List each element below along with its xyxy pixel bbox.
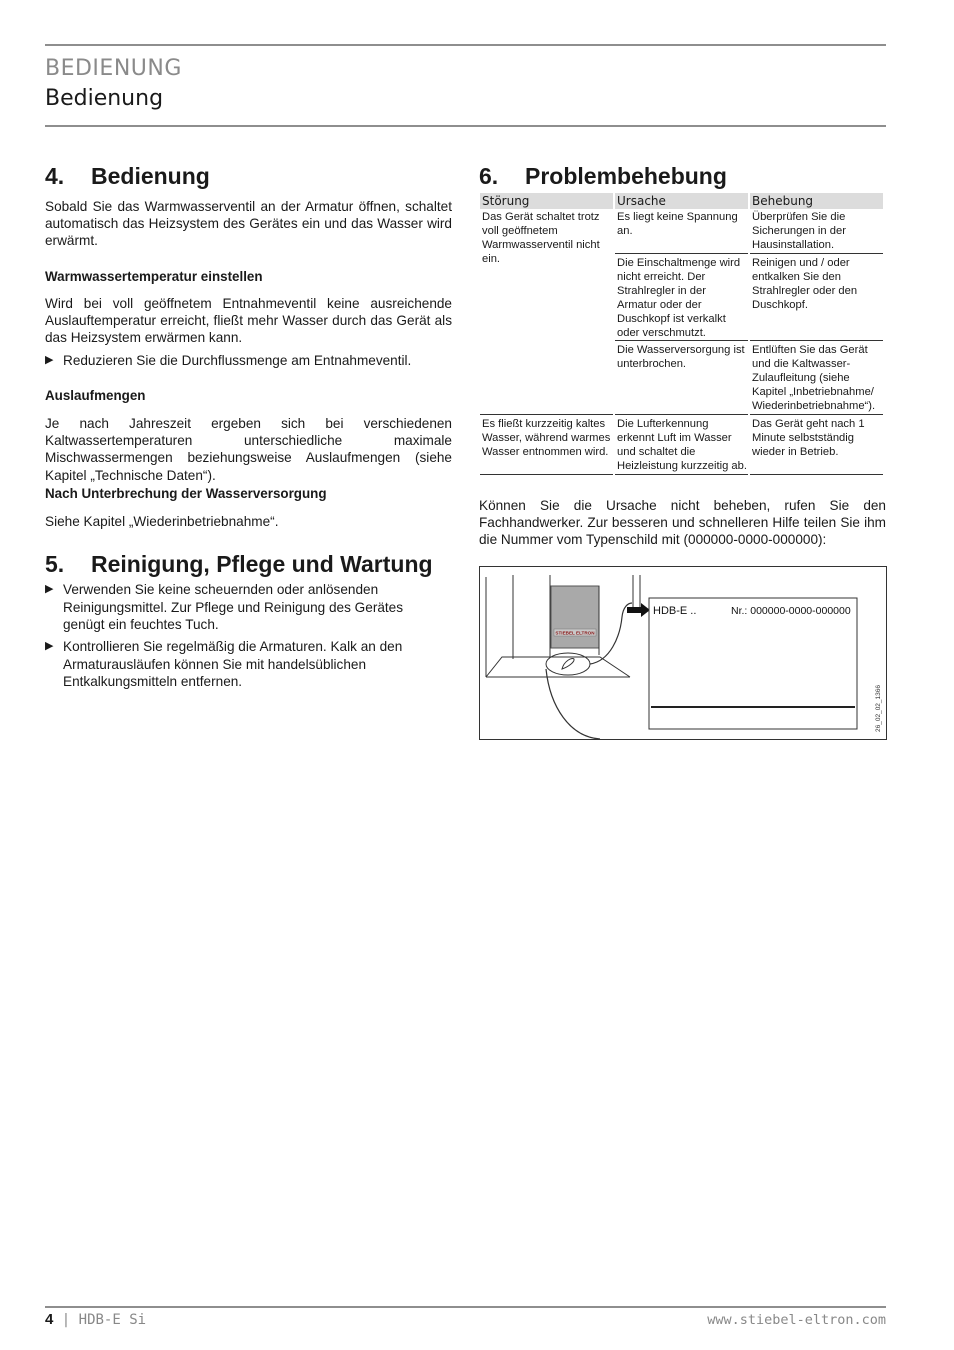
paragraph-auslaufmengen: Je nach Jahreszeit ergeben sich bei verschiedenen Kaltwassertemperaturen unterschiedliche maximale Mischwassermengen beziehungsweise Auslaufmengen (siehe Kapitel „Technische Daten“). xyxy=(45,416,452,483)
paragraph-unterbrechung: Siehe Kapitel „Wiederinbetriebnahme“. xyxy=(45,514,279,529)
table-divider xyxy=(750,474,883,475)
table-divider xyxy=(480,414,613,415)
footer-rule xyxy=(45,1306,886,1308)
footer-page-info xyxy=(45,1311,146,1328)
footer-url: www.stiebel-eltron.com xyxy=(707,1312,886,1328)
section-4-intro: Sobald Sie das Warmwasserventil an der Armatur öffnen, schaltet automatisch das Heizsystem des Gerätes ein und das Wasser wird erwärmt. xyxy=(45,199,452,249)
cell-r4-stoerung: Es fließt kurzzeitig kaltes Wasser, während warmes Wasser entnommen wird. xyxy=(482,418,611,458)
cell-r1-stoerung: Das Gerät schaltet trotz voll geöffnetem Warmwasserventil nicht ein. xyxy=(482,211,600,265)
figure-code: 26_02_02_1366 xyxy=(875,685,882,732)
cell-r1-ursache: Es liegt keine Spannung an. xyxy=(617,211,738,237)
section-5-number: 5. xyxy=(45,551,65,577)
paragraph-warmwassertemperatur: Wird bei voll geöffnetem Entnahmeventil keine ausreichende Auslauftemperatur erreicht, fließt mehr Wasser durch das Gerät als das Heizsystem erwärmen kann. xyxy=(45,296,452,346)
section-4-number: 4. xyxy=(45,163,65,189)
table-header-stoerung: Störung xyxy=(480,193,613,209)
section-5-heading xyxy=(45,551,433,578)
header-bottom-rule xyxy=(45,125,886,127)
type-plate-figure xyxy=(479,566,887,740)
section-4-title: Bedienung xyxy=(91,163,210,189)
subheading-auslaufmengen: Auslaufmengen xyxy=(45,388,146,403)
service-note: Können Sie die Ursache nicht beheben, rufen Sie den Fachhandwerker. Zur besseren und schnelleren Hilfe teilen Sie ihm die Nummer vom Typenschild mit (000000-0000-000000): xyxy=(479,498,886,548)
cell-r2-behebung: Reinigen und / oder entkalken Sie den Strahlregler oder den Duschkopf. xyxy=(752,257,858,311)
section-6-title: Problembehebung xyxy=(525,163,727,189)
bullet-armaturen xyxy=(45,638,435,692)
table-divider xyxy=(615,414,748,415)
page-number: 4 xyxy=(45,1311,54,1328)
table-divider xyxy=(750,253,883,254)
cell-r1-behebung: Überprüfen Sie die Sicherungen in der Hausinstallation. xyxy=(752,211,846,251)
section-6-heading xyxy=(479,163,727,190)
table-header-ursache: Ursache xyxy=(615,193,748,209)
section-4-heading xyxy=(45,163,210,190)
cell-r2-ursache: Die Einschaltmenge wird nicht erreicht. Der Strahlregler in der Armatur oder der Duschkopf ist verkalkt oder verschmutzt. xyxy=(617,257,741,339)
subheading-unterbrechung: Nach Unterbrechung der Wasserversorgung xyxy=(45,486,327,501)
section-6-number: 6. xyxy=(479,163,499,189)
bullet-text: Reduzieren Sie die Durchflussmenge am Entnahmeventil. xyxy=(63,353,412,368)
header-section-caps: BEDIENUNG xyxy=(45,56,182,81)
header-section-title: Bedienung xyxy=(45,86,164,111)
cell-r3-ursache: Die Wasserversorgung ist unterbrochen. xyxy=(617,344,745,370)
type-plate-model: HDB-E .. xyxy=(653,605,697,617)
bullet-triangle-icon: ▶ xyxy=(45,354,54,366)
table-divider xyxy=(615,340,748,341)
table-divider xyxy=(615,253,748,254)
bullet-durchflussmenge xyxy=(45,352,445,370)
cell-r4-ursache: Die Lufterkennung erkennt Luft im Wasser und schaltet die Heizleistung kurzzeitig ab. xyxy=(617,418,747,472)
brand-label: STIEBEL ELTRON xyxy=(555,630,595,636)
header-top-rule xyxy=(45,44,886,46)
bullet-reinigungsmittel xyxy=(45,581,435,635)
table-header-behebung: Behebung xyxy=(750,193,883,209)
bullet-triangle-icon: ▶ xyxy=(45,640,54,652)
subheading-warmwassertemperatur: Warmwassertemperatur einstellen xyxy=(45,269,263,284)
cell-r3-behebung: Entlüften Sie das Gerät und die Kaltwasser-Zulaufleitung (siehe Kapitel „Inbetriebnahme/ Wiederinbetriebnahme“). xyxy=(752,344,876,412)
bullet-triangle-icon: ▶ xyxy=(45,583,54,595)
table-divider xyxy=(480,474,613,475)
table-divider xyxy=(750,340,883,341)
bullet-text: Verwenden Sie keine scheuernden oder anlösenden Reinigungsmittel. Zur Pflege und Reinigung des Gerätes genügt ein feuchtes Tuch. xyxy=(63,582,404,633)
table-divider xyxy=(615,474,748,475)
cell-r4-behebung: Das Gerät geht nach 1 Minute selbstständig wieder in Betrieb. xyxy=(752,418,865,458)
type-plate-number: Nr.: 000000-0000-000000 xyxy=(731,605,851,617)
product-name: | HDB-E Si xyxy=(61,1312,147,1328)
table-divider xyxy=(750,414,883,415)
section-5-title: Reinigung, Pflege und Wartung xyxy=(91,551,433,577)
bullet-text: Kontrollieren Sie regelmäßig die Armaturen. Kalk an den Armaturausläufen können Sie mit handelsüblichen Entkalkungsmitteln entfernen. xyxy=(63,639,403,690)
type-plate-illustration xyxy=(480,567,886,739)
